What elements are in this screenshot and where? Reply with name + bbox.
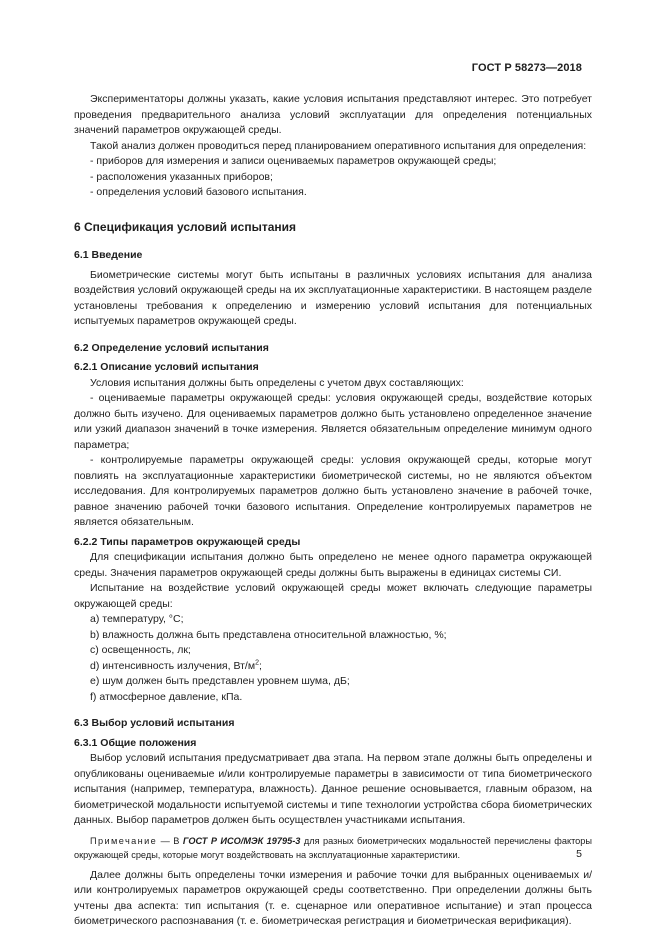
document-body bbox=[74, 92, 592, 930]
parameter-list-item bbox=[74, 659, 592, 675]
section-6-1-heading: 6.1 Введение bbox=[74, 249, 143, 261]
section-6-2-2-paragraph: Для спецификации испытания должно быть определено не менее одного параметра окружающей среды. Значения параметров окружающей среды должны быть выражены в единицах системы СИ. bbox=[74, 551, 592, 579]
section-6-3-1-heading: 6.3.1 Общие положения bbox=[74, 736, 197, 749]
unit-exponent: 2 bbox=[255, 659, 259, 666]
parameter-list-item-tail: ; bbox=[258, 659, 262, 672]
intro-list-item: - приборов для измерения и записи оцениваемых параметров окружающей среды; bbox=[90, 155, 497, 167]
note bbox=[74, 834, 592, 862]
parameter-list-item-text: d) интенсивность излучения, Вт/м bbox=[90, 659, 256, 672]
intro-list-item: - расположения указанных приборов; bbox=[90, 170, 273, 183]
page-number: 5 bbox=[576, 848, 582, 860]
section-6-2-1-heading: 6.2.1 Описание условий испытания bbox=[74, 361, 259, 373]
section-6-2-heading: 6.2 Определение условий испытания bbox=[74, 341, 269, 354]
note-reference: ГОСТ Р ИСО/МЭК 19795-3 bbox=[182, 835, 301, 846]
intro-paragraph: Такой анализ должен проводиться перед планированием оперативного испытания для определения: bbox=[90, 139, 587, 152]
section-6-2-2-heading: 6.2.2 Типы параметров окружающей среды bbox=[74, 535, 301, 548]
parameter-list-item: b) влажность должна быть представлена относительной влажностью, %; bbox=[90, 628, 447, 641]
parameter-list-item: а) температуру, °С; bbox=[90, 613, 184, 625]
intro-paragraph: Экспериментаторы должны указать, какие условия испытания представляют интерес. Это потребует проведения предварительного анализа условий эксплуатации для определения потенциальных значений параметров окружающей среды. bbox=[74, 93, 592, 136]
standard-designation: ГОСТ Р 58273—2018 bbox=[471, 62, 582, 74]
section-6-3-1-paragraph: Далее должны быть определены точки измерения и рабочие точки для выбранных оцениваемых и/или контролируемых параметров окружающей среды соответственно. При определении должны быть учтены два аспекта: тип испытания (т. е. сценарное или оперативное испытание) и этап процесса биометрического распознавания (т. е. биометрическая регистрация и биометрическая верификация). bbox=[74, 868, 592, 927]
parameter-list-item: с) освещенность, лк; bbox=[90, 644, 191, 656]
section-6-2-1-paragraph: - контролируемые параметры окружающей среды: условия окружающей среды, которые могут повлиять на эксплуатационные характеристики биометрической системы, но не являются объектом исследования. Для контролируемых параметров должно быть установлено значение в рабочей точке, равное значению рабочей точки базового испытания. Определение контролируемых параметров не является обязательным. bbox=[74, 454, 592, 528]
note-label: Примечание bbox=[90, 835, 158, 846]
section-6-2-1-paragraph: Условия испытания должны быть определены с учетом двух составляющих: bbox=[90, 376, 464, 389]
parameter-list-item: е) шум должен быть представлен уровнем шума, дБ; bbox=[90, 675, 350, 687]
section-6-2-1-paragraph: - оцениваемые параметры окружающей среды: условия окружающей среды, воздействие которых должно быть изучено. Для оцениваемых параметров должно быть установлено определенное значение или узкий диапазон значений в точке измерения. Является обязательным определение минимум одного параметра; bbox=[74, 392, 592, 451]
section-6-2-2-paragraph: Испытание на воздействие условий окружающей среды может включать следующие параметры окружающей среды: bbox=[74, 582, 592, 610]
parameter-list-item: f) атмосферное давление, кПа. bbox=[90, 690, 243, 703]
section-6-1-paragraph: Биометрические системы могут быть испытаны в различных условиях испытания для анализа воздействия условий окружающей среды на их эксплуатационные характеристики. В настоящем разделе установлены требования к определению и измерению условий испытания для потенциальных испытуемых параметров окружающей среды. bbox=[74, 268, 592, 327]
section-6-heading: 6 Спецификация условий испытания bbox=[74, 219, 297, 234]
note-text: для разных биометрических модальностей перечислены факторы окружающей среды, которые могут воздействовать на эксплуатационные характеристики. bbox=[74, 835, 592, 860]
intro-list-item: - определения условий базового испытания. bbox=[90, 186, 307, 198]
section-6-3-1-paragraph: Выбор условий испытания предусматривает два этапа. На первом этапе должны быть определены и опубликованы оцениваемые и/или контролируемые параметры в зависимости от типа биометрического испытания (например, температура, влажность). Данное решение основывается, главным образом, на биометрической модальности испытуемой системы и типе технологии устройства сбора биометрических данных. Выбор параметров должен быть осуществлен участниками испытания. bbox=[74, 752, 592, 826]
section-6-3-heading: 6.3 Выбор условий испытания bbox=[74, 717, 235, 729]
note-dash: — В bbox=[157, 835, 183, 846]
